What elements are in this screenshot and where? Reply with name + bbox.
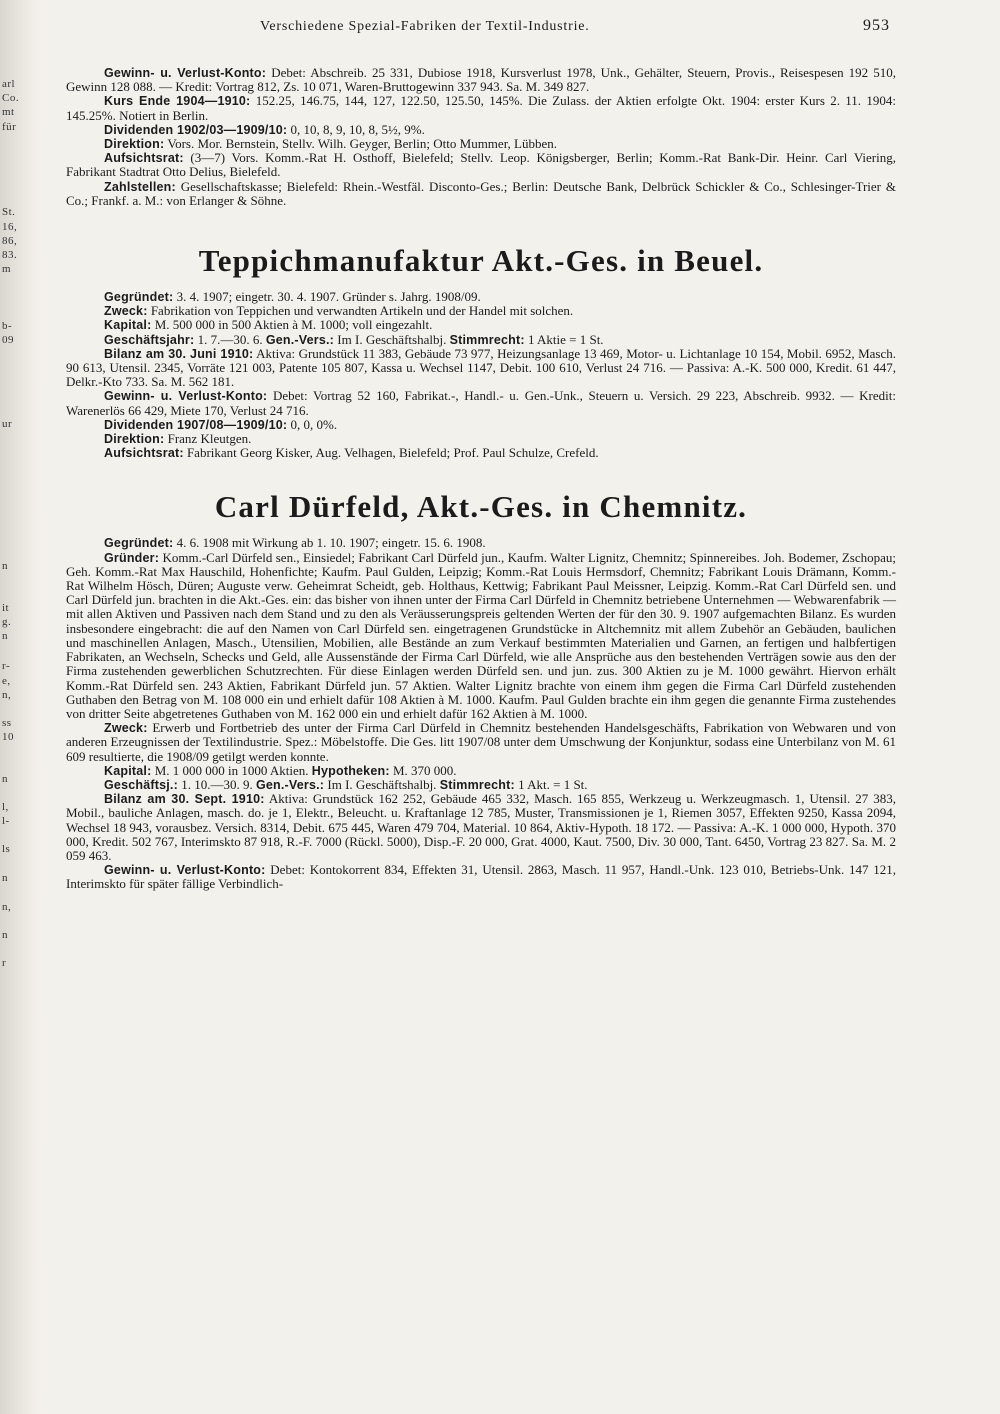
entry-label: Hypotheken: xyxy=(311,763,390,778)
entry-label: Direktion: xyxy=(104,432,165,447)
entry-label: Kurs Ende 1904—1910: xyxy=(104,94,251,109)
gutter-fragment: m xyxy=(2,263,12,275)
entry-paragraph xyxy=(66,536,896,550)
entry-label: Stimmrecht: xyxy=(439,777,515,792)
entry-text: Gesellschaftskasse; Bielefeld: Rhein.-Westfäl. Disconto-Ges.; Berlin: Deutsche Bank, Delbrück Schickler & Co., Schlesinger-Trier & Co.; Frankf. a. M.: von Erlanger & Söhne. xyxy=(66,178,896,208)
gutter-fragment: l, xyxy=(2,801,9,813)
entry-text: Aktiva: Grundstück 11 383, Gebäude 73 977, Heizungsanlage 13 469, Motor- u. Lichtanlage 10 154, Mobil. 6952, Masch. 90 613, Utensil. 2345, Vorräte 121 003, Patente 105 807, Kassa u. Wechsel 1147, Debit. 100 610, Verlust 24 716. — Passiva: A.-K. 500 000, Kredit. 61 447, Delkr.-Kto 733. Sa. M. 562 181. xyxy=(66,345,896,390)
entry-label: Gewinn- u. Verlust-Konto: xyxy=(104,66,267,80)
entry-label: Aufsichtsrat: xyxy=(104,151,184,166)
gutter-fragment: b- xyxy=(2,320,13,332)
entry-text: 0, 10, 8, 9, 10, 8, 5½, 9%. xyxy=(287,121,425,137)
entry-label: Zahlstellen: xyxy=(104,179,176,194)
entry-text: 1 Akt. = 1 St. xyxy=(514,776,588,792)
binding-gutter xyxy=(0,0,40,1414)
entry-label: Direktion: xyxy=(104,137,165,152)
entry-text: (3—7) Vors. Komm.-Rat H. Osthoff, Bielefeld; Stellv. Leop. Königsberger, Berlin; Komm.-Rat Bank-Dir. Heinr. Carl Viering, Fabrikant Stadtrat Otto Delius, Bielefeld. xyxy=(66,150,896,180)
gutter-fragment: arl xyxy=(2,78,16,90)
gutter-fragment: r- xyxy=(2,660,11,672)
page-header xyxy=(60,16,890,40)
entry-label: Zweck: xyxy=(104,721,148,736)
entry-label: Gegründet: xyxy=(104,536,174,551)
entry-paragraph xyxy=(66,333,896,347)
gutter-fragment: l- xyxy=(2,815,10,827)
entry-label: Aufsichtsrat: xyxy=(104,446,184,461)
entry-paragraph xyxy=(66,792,896,863)
gutter-fragment: 86, xyxy=(2,235,18,247)
entry-text: Erwerb und Fortbetrieb des unter der Firma Carl Dürfeld in Chemnitz bestehenden Handelsgeschäfts, Fabrikation von Webwaren und von anderen Erzeugnissen der Textilindustrie. Spez.: Möbelstoffe. Die Ges. litt 1907/08 unter dem Umschwung der Konjunktur, sodass eine Unterbilanz von M. 61 609 resultierte, die 1908/09 getilgt werden konnte. xyxy=(66,720,896,764)
gutter-fragment: n, xyxy=(2,689,12,701)
entry-text: 1. 7.—30. 6. xyxy=(194,331,266,347)
entry-text: Fabrikation von Teppichen und verwandten Artikeln und der Handel mit solchen. xyxy=(147,303,574,319)
entry-text: Debet: Kontokorrent 834, Effekten 31, Utensil. 2863, Masch. 11 957, Handl.-Unk. 123 010, Betriebs-Unk. 147 121, Interimskto für später fällige Verbindlich- xyxy=(66,862,897,892)
page-number: 953 xyxy=(863,17,890,34)
entry-paragraph xyxy=(66,137,896,151)
gutter-fragment: n xyxy=(2,560,8,572)
entry-label: Bilanz am 30. Sept. 1910: xyxy=(104,792,265,807)
previous-company-section xyxy=(66,66,896,208)
gutter-fragment: e, xyxy=(2,675,11,687)
entry-label: Stimmrecht: xyxy=(449,332,525,347)
entry-text: M. 1 000 000 in 1000 Aktien. xyxy=(151,762,312,778)
gutter-fragment: 09 xyxy=(2,334,14,346)
company-title: Carl Dürfeld, Akt.-Ges. in Chemnitz. xyxy=(214,489,748,525)
entry-label: Zweck: xyxy=(104,304,148,319)
company-section xyxy=(66,244,896,460)
entry-label: Dividenden 1907/08—1909/10: xyxy=(104,417,288,432)
entry-text: Franz Kleutgen. xyxy=(164,431,252,447)
entry-text: M. 500 000 in 500 Aktien à M. 1000; voll eingezahlt. xyxy=(151,317,433,333)
entry-text: 0, 0, 0%. xyxy=(287,416,338,432)
company-section xyxy=(66,490,896,891)
entry-text: Im I. Geschäftshalbj. xyxy=(324,776,440,792)
entry-text: Aktiva: Grundstück 162 252, Gebäude 465 332, Masch. 165 855, Werkzeug u. Werkzeugmasch. 1, Utensil. 27 383, Mobil., bauliche Anlagen, masch. do. je 1, Elektr., Beleucht. u. Kraftanlage 12 785, Muster, Transmissionen je 1, Riemen 3057, Effekten 9250, Kassa 2094, Wechsel 18 943, vorausbez. Versich. 8314, Debit. 675 445, Waren 479 704, Material. 10 864, Aktiv-Hypoth. 18 172. — Passiva: A.-K. 1 000 000, Hypoth. 370 000, Kredit. 502 767, Interimskto 87 918, R.-F. 7000 (Rückl. 5000), Disp.-F. 20 000, Grat. 4000, Kaut. 7500, Div. 30 000, Tant. 6450, Vortrag 23 827. Sa. M. 2 059 463. xyxy=(66,791,896,863)
entry-paragraph xyxy=(66,389,896,417)
entry-paragraph xyxy=(66,418,896,432)
entry-paragraph xyxy=(66,290,896,304)
entry-text: 1. 10.—30. 9. xyxy=(177,776,256,792)
gutter-fragment: ss xyxy=(2,717,12,729)
entry-label: Kapital: xyxy=(104,318,152,333)
gutter-fragment: it xyxy=(2,602,10,614)
entry-paragraph xyxy=(66,180,896,208)
gutter-fragment: r xyxy=(2,957,7,969)
gutter-fragment: mt xyxy=(2,106,15,118)
page-content xyxy=(66,66,896,892)
entry-paragraph xyxy=(66,551,896,721)
entry-text: 4. 6. 1908 mit Wirkung ab 1. 10. 1907; eingetr. 15. 6. 1908. xyxy=(173,535,486,551)
entry-paragraph xyxy=(66,304,896,318)
entry-text: 152.25, 146.75, 144, 127, 122.50, 125.50, 145%. Die Zulass. der Aktien erfolgte Okt. 1904: erster Kurs 2. 11. 1904: 145.25%. Notiert in Berlin. xyxy=(66,93,896,123)
running-title: Verschiedene Spezial-Fabriken der Textil-Industrie. xyxy=(260,19,590,34)
entry-label: Gen.-Vers.: xyxy=(255,777,325,792)
entry-text: Fabrikant Georg Kisker, Aug. Velhagen, Bielefeld; Prof. Paul Schulze, Crefeld. xyxy=(183,445,599,461)
gutter-fragment: 83. xyxy=(2,249,18,261)
entry-paragraph xyxy=(66,318,896,332)
gutter-fragment: 16, xyxy=(2,221,18,233)
entry-label: Geschäftsj.: xyxy=(104,777,178,792)
entry-label: Gegründet: xyxy=(104,290,174,305)
entry-label: Gen.-Vers.: xyxy=(265,332,335,347)
entry-paragraph xyxy=(66,66,896,94)
entry-paragraph xyxy=(66,764,896,778)
gutter-fragment: n xyxy=(2,929,8,941)
entry-text: Debet: Vortrag 52 160, Fabrikat.-, Handl.- u. Gen.-Unk., Steuern u. Versich. 29 223, Abschreib. 9932. — Kredit: Warenerlös 66 429, Miete 170, Verlust 24 716. xyxy=(66,388,896,418)
entry-text: 1 Aktie = 1 St. xyxy=(524,331,604,347)
entry-paragraph xyxy=(66,432,896,446)
entry-label: Dividenden 1902/03—1909/10: xyxy=(104,122,288,137)
entry-paragraph xyxy=(66,721,896,764)
entry-paragraph xyxy=(66,778,896,792)
gutter-fragment: St. xyxy=(2,206,16,218)
gutter-fragment: n, xyxy=(2,901,12,913)
entry-label: Geschäftsjahr: xyxy=(104,332,195,347)
gutter-fragment: für xyxy=(2,121,17,133)
gutter-fragment: ls xyxy=(2,843,11,855)
entry-text: 3. 4. 1907; eingetr. 30. 4. 1907. Gründer s. Jahrg. 1908/09. xyxy=(173,289,481,305)
gutter-fragment: Co. xyxy=(2,92,20,104)
gutter-fragment: ur xyxy=(2,418,13,430)
entry-text: Debet: Abschreib. 25 331, Dubiose 1918, Kursverlust 1978, Unk., Gehälter, Steuern, Provis., Reisespesen 192 510, Gewinn 128 088. — Kredit: Vortrag 812, Zs. 10 071, Waren-Bruttogewinn 337 943. Sa. M. 349 827. xyxy=(66,65,896,95)
entry-label: Gewinn- u. Verlust-Konto: xyxy=(104,389,268,404)
entry-paragraph xyxy=(66,123,896,137)
entry-label: Gewinn- u. Verlust-Konto: xyxy=(104,863,266,878)
entry-paragraph xyxy=(66,863,896,891)
entry-text: Vors. Mor. Bernstein, Stellv. Wilh. Geyger, Berlin; Otto Mummer, Lübben. xyxy=(164,136,557,152)
company-title: Teppichmanufaktur Akt.-Ges. in Beuel. xyxy=(198,243,764,279)
gutter-fragment: 10 xyxy=(2,731,14,743)
entry-label: Bilanz am 30. Juni 1910: xyxy=(104,346,254,361)
entry-text: M. 370 000. xyxy=(389,762,457,778)
gutter-fragment: g. xyxy=(2,616,12,628)
entry-paragraph xyxy=(66,94,896,122)
gutter-fragment: n xyxy=(2,872,8,884)
entry-label: Kapital: xyxy=(104,763,152,778)
entry-text: Im I. Geschäftshalbj. xyxy=(334,331,450,347)
entry-paragraph xyxy=(66,347,896,390)
gutter-fragment: n xyxy=(2,773,8,785)
entry-label: Gründer: xyxy=(104,550,160,565)
gutter-fragment: n xyxy=(2,630,8,642)
entry-text: Komm.-Carl Dürfeld sen., Einsiedel; Fabrikant Carl Dürfeld jun., Kaufm. Walter Lignitz, Chemnitz; Spinnereibes. Joh. Bodemer, Zschopau; Geh. Komm.-Rat Max Hauschild, Hohenfichte; Kaufm. Paul Gulden, Leipzig; Komm.-Rat Louis Hermsdorf, Chemnitz; Fabrikant Louis Drämann, Komm.-Rat Wilhelm Hösch, Düren; Auguste verw. Geheimrat Scheidt, geb. Holthaus, Kettwig; Fabrikant Paul Meissner, Leipzig. Komm.-Rat Carl Dürfeld sen. und Carl Dürfeld jun. brachten in die Akt.-Ges. ein: das bisher von ihnen unter der Firma Carl Dürfeld in Chemnitz betriebene Unternehmen — Webwarenfabrik — mit allen Aktiven und Passiven nach dem Stand und zu den als Veräusserungspreis geltenden Werten der für den 30. 9. 1907 aufgemachten Bilanz. Es wurden insbesondere eingebracht: die auf den Namen von Carl Dürfeld sen. eingetragenen Grundstücke in Altchemnitz mit allem Zubehör an Gebäuden, baulichen und maschinellen Anlagen, Masch., Utensilien, Mobilien, alle Bestände an zum Verkauf bestimmten Materialien und Garnen, an fertigen und halbfertigen Fabrikaten, an Wechseln, Schecks und Geld, alle Aussenstände der Firma Carl Dürfeld, wie alle Ansprüche aus den bestehenden Verträgen sowie aus den der Firma zustehenden gewerblichen Schutzrechten. Für diese Einlagen werden Dürfeld sen. und jun. zus. 300 Aktien zu je M. 1000 gewährt. Hiervon erhält Komm.-Rat Dürfeld sen. 243 Aktien, Fabrikant Dürfeld jun. 57 Aktien. Walter Lignitz brachte von einem ihm gegen die Firma Carl Dürfeld zustehenden Guthaben den Betrag von M. 108 000 ein und erhielt dafür 108 Aktien à M. 1000. Kaufm. Paul Gulden brachte ein ihm gegen die genannte Firma zustehendes von dritter Seite abgetretenes Guthaben von M. 162 000 ein und erhielt dafür 162 Aktien à M. 1000. xyxy=(66,549,896,721)
entry-paragraph xyxy=(66,151,896,179)
entry-paragraph xyxy=(66,446,896,460)
